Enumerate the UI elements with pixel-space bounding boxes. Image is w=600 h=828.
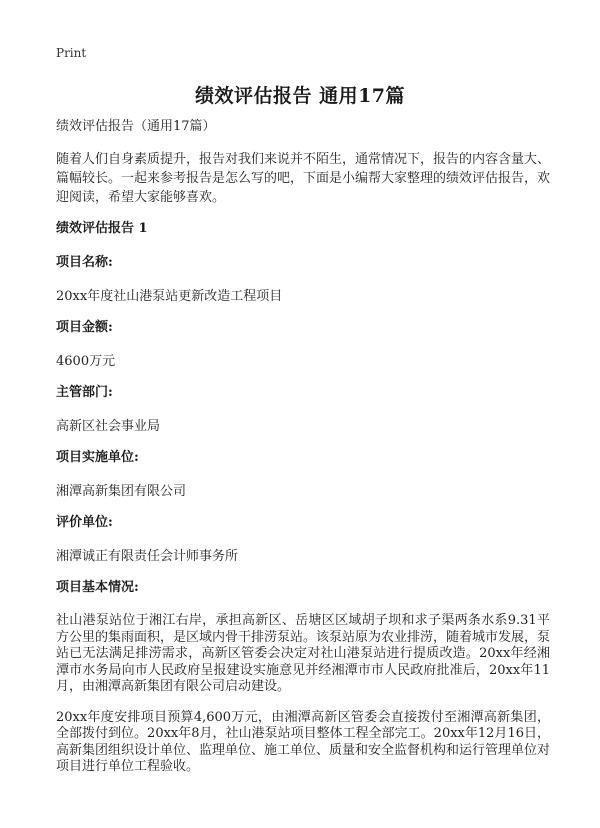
document-title: 绩效评估报告 通用17篇	[194, 85, 406, 107]
field-label-evaluation-unit: 评价单位:	[56, 515, 113, 530]
field-label-project-amount: 项目金额:	[56, 320, 113, 335]
basic-info-paragraph-2: 20xx年度安排项目预算4,600万元，由湘潭高新区管委会直接拨付至湘潭高新集团，全部拨付到位。20xx年8月，社山港泵站项目整体工程全部完工。20xx年12月16日，高新集团组织设计单位、监理单位、施工单位、质量和安全监督机构和运行管理单位对项目进行单位工程验收。	[56, 709, 551, 774]
document-subtitle: 绩效评估报告（通用17篇）	[56, 119, 216, 134]
intro-paragraph: 随着人们自身素质提升，报告对我们来说并不陌生，通常情况下，报告的内容含量大、篇幅较长。一起来参考报告是怎么写的吧，下面是小编帮大家整理的绩效评估报告，欢迎阅读，希望大家能够喜欢。	[56, 152, 551, 205]
field-value-implementing-unit: 湘潭高新集团有限公司	[56, 484, 187, 499]
basic-info-heading: 项目基本情况:	[56, 580, 139, 595]
field-value-department: 高新区社会事业局	[56, 419, 161, 434]
document-content	[56, 118, 550, 790]
field-label-implementing-unit: 项目实施单位:	[56, 450, 139, 465]
field-label-project-name: 项目名称:	[56, 255, 113, 270]
basic-info-paragraph-1: 社山港泵站位于湘江右岸，承担高新区、岳塘区区域胡子坝和求子渠两条水系9.31平方公里的集雨面积，是区域内骨干排涝泵站。该泵站原为农业排涝，随着城市发展，泵站已无法满足排涝需求，高新区管委会决定对社山港泵站进行提质改造。20xx年经湘潭市水务局向市人民政府呈报建设实施意见并经湘潭市市人民政府批准后，20xx年11月，由湘潭高新集团有限公司启动建设。	[56, 613, 551, 694]
field-value-evaluation-unit: 湘潭诚正有限责任会计师事务所	[56, 549, 239, 564]
field-value-project-name: 20xx年度社山港泵站更新改造工程项目	[56, 289, 283, 304]
print-label: Print	[56, 46, 87, 60]
field-label-department: 主管部门:	[56, 385, 113, 400]
section-title: 绩效评估报告 1	[56, 221, 148, 236]
field-value-project-amount: 4600万元	[56, 354, 116, 369]
